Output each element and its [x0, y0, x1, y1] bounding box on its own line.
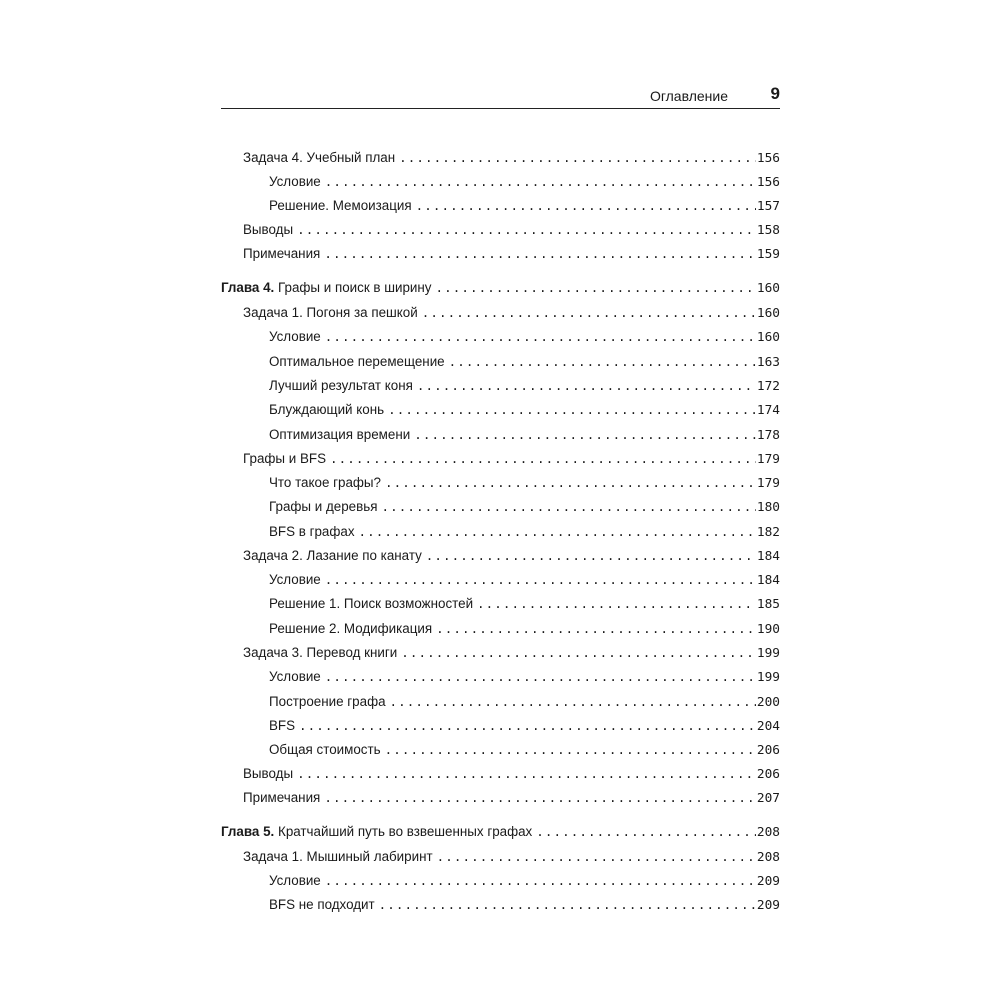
toc-chapter-entry	[221, 278, 780, 298]
toc-chapter-number: Глава 5.	[221, 824, 275, 839]
toc-entry	[269, 376, 780, 396]
toc-leader-dots	[473, 594, 756, 614]
toc-entry-label: BFS	[269, 718, 296, 733]
toc-entry	[243, 244, 780, 264]
toc-leader-dots	[532, 822, 756, 842]
toc-leader-dots	[445, 352, 756, 372]
toc-entry-label: Графы и BFS	[243, 451, 326, 466]
toc-page-number: 200	[756, 695, 780, 710]
toc-leader-dots	[413, 376, 756, 396]
toc-page-number: 199	[756, 646, 780, 661]
toc-page-number: 156	[756, 151, 780, 166]
toc-page-number: 160	[756, 330, 780, 345]
toc-page-number: 208	[756, 850, 780, 865]
toc-entry-label: Оптимальное перемещение	[269, 354, 445, 369]
toc-page-number: 160	[756, 306, 780, 321]
toc-leader-dots	[375, 895, 756, 915]
toc-entry	[243, 643, 780, 663]
toc-leader-dots	[293, 764, 756, 784]
toc-leader-dots	[326, 449, 756, 469]
toc-leader-dots	[321, 327, 756, 347]
toc-entry-label: Задача 3. Перевод книги	[243, 645, 398, 660]
toc-entry-label: Условие	[269, 669, 321, 684]
toc-page-number: 156	[756, 175, 780, 190]
toc-entry-label: Решение 1. Поиск возможностей	[269, 596, 474, 611]
toc-leader-dots	[386, 692, 756, 712]
toc-leader-dots	[432, 619, 756, 639]
toc-page-number: 184	[756, 549, 780, 564]
toc-page-number: 178	[756, 428, 780, 443]
toc-leader-dots	[410, 425, 756, 445]
toc-entry-label: Лучший результат коня	[269, 378, 413, 393]
toc-leader-dots	[293, 220, 756, 240]
toc-leader-dots	[320, 788, 756, 808]
toc-entry-label: Примечания	[243, 790, 321, 805]
toc-leader-dots	[381, 740, 756, 760]
toc-entry	[243, 847, 780, 867]
toc-leader-dots	[395, 148, 756, 168]
toc-entry	[269, 667, 780, 687]
toc-entry-label: Задача 4. Учебный план	[243, 150, 396, 165]
toc-entry	[269, 172, 780, 192]
toc-entry-label: Задача 1. Погоня за пешкой	[243, 305, 418, 320]
toc-entry-label: Графы и деревья	[269, 499, 378, 514]
toc-leader-dots	[321, 871, 756, 891]
toc-leader-dots	[321, 570, 756, 590]
toc-leader-dots	[377, 497, 755, 517]
toc-entry	[269, 570, 780, 590]
toc-leader-dots	[422, 546, 756, 566]
toc-entry	[269, 895, 780, 915]
toc-chapter-entry	[221, 822, 780, 842]
toc-page-number: 185	[756, 597, 780, 612]
toc-entry-label: Задача 2. Лазание по канату	[243, 548, 422, 563]
toc-chapter-number: Глава 4.	[221, 280, 275, 295]
toc-page-number: 160	[756, 281, 780, 296]
toc-entry	[269, 871, 780, 891]
toc-entry	[243, 546, 780, 566]
toc-entry-label: Блуждающий конь	[269, 402, 385, 417]
toc-entry	[243, 764, 780, 784]
toc-entry	[269, 400, 780, 420]
toc-entry-label: Решение 2. Модификация	[269, 621, 433, 636]
toc-leader-dots	[432, 278, 756, 298]
toc-entry	[243, 220, 780, 240]
toc-page-number: 163	[756, 355, 780, 370]
toc-chapter-title: Кратчайший путь во взвешенных графах	[278, 824, 533, 839]
toc-page-number: 206	[756, 767, 780, 782]
toc-entry	[269, 196, 780, 216]
toc-leader-dots	[418, 303, 756, 323]
toc-leader-dots	[397, 643, 756, 663]
toc-page-number: 199	[756, 670, 780, 685]
toc-entry	[269, 740, 780, 760]
toc-entry-label: Оптимизация времени	[269, 427, 411, 442]
toc-entry	[269, 327, 780, 347]
toc-leader-dots	[412, 196, 756, 216]
toc-entry	[269, 352, 780, 372]
toc-page-number: 190	[756, 622, 780, 637]
toc-entry-label: Выводы	[243, 766, 294, 781]
toc-entry-label: Условие	[269, 174, 321, 189]
toc-entry	[269, 522, 780, 542]
toc-page-number: 204	[756, 719, 780, 734]
toc-entry-label: Задача 1. Мышиный лабиринт	[243, 849, 433, 864]
toc-page-number: 179	[756, 476, 780, 491]
toc-entry-label: BFS не подходит	[269, 897, 375, 912]
toc-entry-label: Условие	[269, 572, 321, 587]
toc-entry	[269, 425, 780, 445]
toc-leader-dots	[321, 667, 756, 687]
toc-page-number: 174	[756, 403, 780, 418]
toc-leader-dots	[384, 400, 756, 420]
toc-page-number: 157	[756, 199, 780, 214]
toc-entry-label: Условие	[269, 873, 321, 888]
toc-entry	[269, 497, 780, 517]
toc-page-number: 184	[756, 573, 780, 588]
toc-entry-label: Условие	[269, 329, 321, 344]
toc-page-number: 209	[756, 898, 780, 913]
toc-entry	[269, 619, 780, 639]
header-title: Оглавление	[649, 88, 728, 104]
toc-entry	[269, 473, 780, 493]
toc-entry-label: Общая стоимость	[269, 742, 381, 757]
toc-entry-label	[221, 278, 432, 298]
toc-page-number: 207	[756, 791, 780, 806]
toc-leader-dots	[321, 172, 756, 192]
toc-chapter-title: Графы и поиск в ширину	[278, 280, 432, 295]
toc-page-number: 159	[756, 247, 780, 262]
toc-leader-dots	[381, 473, 756, 493]
toc-leader-dots	[433, 847, 756, 867]
toc-entry-label: BFS в графах	[269, 524, 355, 539]
toc-entry-label: Решение. Мемоизация	[269, 198, 412, 213]
toc-page-number: 208	[756, 825, 780, 840]
toc-entry	[269, 594, 780, 614]
toc-entry-label: Что такое графы?	[269, 475, 381, 490]
toc-leader-dots	[320, 244, 756, 264]
toc-leader-dots	[355, 522, 756, 542]
toc-page-number: 206	[756, 743, 780, 758]
toc-page-number: 172	[756, 379, 780, 394]
toc-entry	[243, 449, 780, 469]
toc-entry	[269, 716, 780, 736]
toc-page-number: 209	[756, 874, 780, 889]
toc-entry	[243, 148, 780, 168]
toc-entry-label	[221, 822, 532, 842]
toc-entry	[243, 303, 780, 323]
toc-entry-label: Построение графа	[269, 694, 386, 709]
toc-page-number: 182	[756, 525, 780, 540]
toc-page-number: 158	[756, 223, 780, 238]
header-page-number: 9	[770, 84, 780, 103]
toc-page-number: 179	[756, 452, 780, 467]
toc-entry	[269, 692, 780, 712]
toc-leader-dots	[295, 716, 756, 736]
toc-page-number: 180	[756, 500, 780, 515]
toc-entry	[243, 788, 780, 808]
toc-entry-label: Примечания	[243, 246, 321, 261]
toc-entry-label: Выводы	[243, 222, 294, 237]
